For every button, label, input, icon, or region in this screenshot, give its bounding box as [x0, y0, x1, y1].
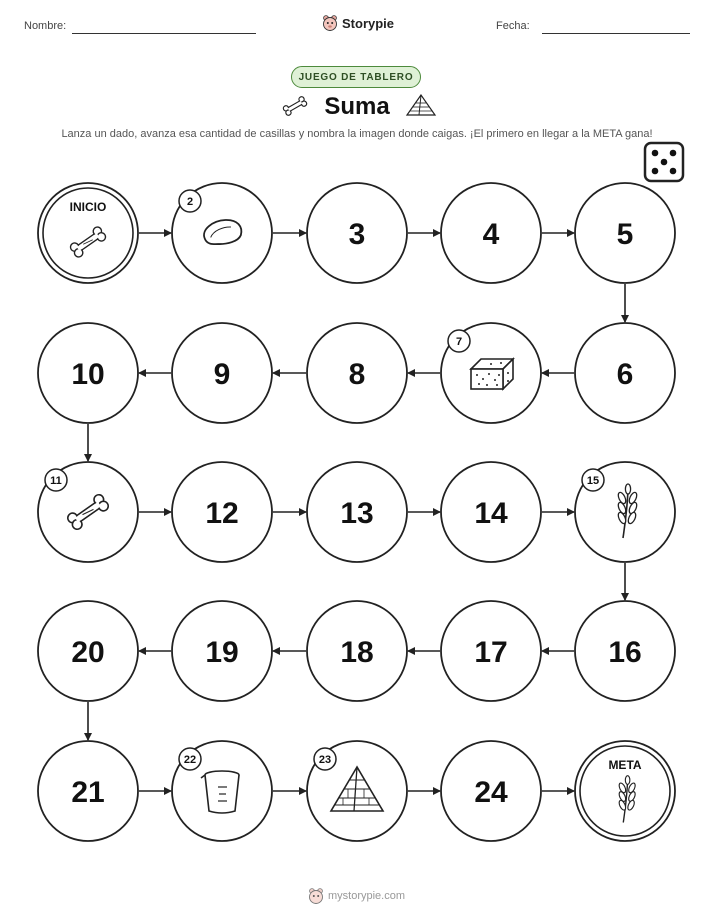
- instructions-text: Lanza un dado, avanza esa cantidad de casillas y nombra la imagen donde caigas. ¡El primero en llegar a la META gana!: [61, 128, 653, 140]
- game-type-badge: JUEGO DE TABLERO: [291, 66, 421, 88]
- board-cell-3: [307, 183, 407, 283]
- date-label: Fecha:: [496, 20, 530, 32]
- board-cell-24: [441, 741, 541, 841]
- board-cell-4: [441, 183, 541, 283]
- cell-number: 4: [482, 218, 500, 251]
- cell-number: 17: [474, 636, 508, 669]
- cell-number: 21: [71, 776, 105, 809]
- board-cell-8: [307, 323, 407, 423]
- board-cell-18: [307, 601, 407, 701]
- cell-number: 13: [340, 497, 374, 530]
- board-cell-1: [38, 183, 138, 283]
- cell-number: 15: [586, 475, 600, 487]
- board-cell-17: [441, 601, 541, 701]
- board-cell-6: [575, 323, 675, 423]
- board-cell-20: [38, 601, 138, 701]
- cell-label: META: [608, 758, 642, 772]
- cell-number: 7: [455, 336, 463, 348]
- board-cell-9: [172, 323, 272, 423]
- cell-number: 5: [616, 218, 634, 251]
- cell-circle: [38, 183, 138, 283]
- board-cell-16: [575, 601, 675, 701]
- board-cell-15: [575, 462, 675, 562]
- board-cell-25: [575, 741, 675, 841]
- cell-number: 2: [186, 196, 194, 208]
- name-label: Nombre:: [24, 20, 67, 32]
- board-cell-14: [441, 462, 541, 562]
- board-cell-22: [172, 741, 272, 841]
- cell-number: 14: [474, 497, 508, 530]
- cell-number: 16: [608, 636, 642, 669]
- footer-url[interactable]: mystorypie.com: [328, 890, 406, 902]
- board-cell-23: [307, 741, 407, 841]
- board-cell-7: [441, 323, 541, 423]
- cell-number: 3: [348, 218, 366, 251]
- cell-number: 8: [348, 358, 366, 391]
- board-cell-21: [38, 741, 138, 841]
- sponge-icon: [471, 359, 513, 389]
- cell-number: 10: [71, 358, 105, 391]
- board-cell-11: [38, 462, 138, 562]
- cell-number: 18: [340, 636, 374, 669]
- cell-label: INICIO: [69, 200, 107, 214]
- footer: [308, 886, 405, 906]
- board-cell-19: [172, 601, 272, 701]
- brand-name: Storypie: [342, 15, 395, 31]
- cell-number: 19: [205, 636, 239, 669]
- board-cell-13: [307, 462, 407, 562]
- cell-number: 11: [50, 475, 62, 487]
- board-cell-2: [172, 183, 272, 283]
- page-title: Suma: [324, 93, 390, 120]
- board-cell-12: [172, 462, 272, 562]
- cell-number: 20: [71, 636, 105, 669]
- board-cell-10: [38, 323, 138, 423]
- cell-number: 12: [205, 497, 239, 530]
- cell-number: 23: [318, 754, 332, 766]
- cell-number: 24: [474, 776, 508, 809]
- cell-number: 6: [616, 358, 634, 391]
- cell-number: 9: [213, 358, 231, 391]
- storypie-mascot-icon: [308, 887, 324, 905]
- board-cell-5: [575, 183, 675, 283]
- cell-number: 22: [183, 754, 197, 766]
